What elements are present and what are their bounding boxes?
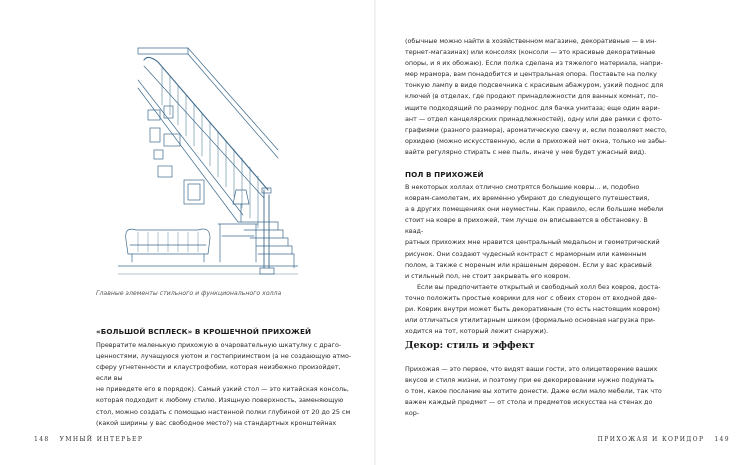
text-line: ратных прихожих мне нравится центральный медальон и геометрический	[405, 238, 660, 247]
text-line: полом, а также с мореным или крашеным деревом. Если у вас красивый	[405, 260, 652, 269]
body-text	[405, 182, 667, 337]
text-line: опоры, и я их обожаю). Если полка сделана из тяжелого материала, напри-	[405, 59, 663, 68]
text-line: ключей (в отделах, где продают принадлежности для ванных комнат, по-	[405, 92, 659, 101]
page-number: 148	[34, 436, 50, 443]
text-line: коврам-самолетам, их временно убирают до следующего путешествия,	[405, 194, 650, 203]
text-line: В некоторых холлах отлично смотрятся большие ковры... и, подобно	[405, 183, 640, 191]
text-line: Прихожая — это первое, что видят ваши гости, это олицетворение ваших	[405, 365, 658, 373]
text-line: ищите подходящий по размеру поднос для бачка унитаза; еще один вари-	[405, 103, 660, 112]
text-line: точно положить простые коврики для ног с обеих сторон от входной две-	[405, 293, 657, 302]
text-line: орхидею (можно искусственную, если в прихожей нет окна, только не забы-	[405, 136, 667, 145]
body-text	[96, 340, 358, 429]
text-line: и стильный пол, не стоит закрывать его ковром.	[405, 271, 571, 280]
text-line: вайте регулярно стирать с нее пыль, иначе у нее будет ужасный вид).	[405, 147, 647, 156]
page-number: 149	[714, 436, 730, 443]
text-line: сферу угнетенности и клаустрофобии, которая неизбежно произойдет, если вы	[96, 363, 341, 383]
text-line: важен каждый предмет — от стола и предметов искусства на стенах до кор-	[405, 398, 653, 418]
body-text	[405, 364, 667, 419]
text-line: ходится на тот, который лежит снаружи).	[405, 327, 549, 336]
text-line: рисунок. Они создают чудесный контраст с мраморным или каменным	[405, 249, 647, 258]
body-text	[405, 36, 667, 158]
text-line: тонкую лампу в виде подсвечника с красивым абажуром, узкий поднос для	[405, 81, 664, 90]
text-line: (обычные можно найти в хозяйственном магазине, декоративные — в ин-	[405, 37, 657, 45]
staircase-illustration	[118, 40, 298, 285]
running-title: УМНЫЙ ИНТЕРЬЕР	[59, 436, 144, 443]
text-line: не приведете его в порядок). Самый узкий стол — это китайская консоль,	[96, 385, 349, 394]
running-title: ПРИХОЖАЯ И КОРИДОР	[597, 436, 705, 443]
section-heading: «БОЛЬШОЙ ВСПЛЕСК» В КРОШЕЧНОЙ ПРИХОЖЕЙ	[96, 327, 312, 336]
text-line: или отличаться утилитарным шиком (формально основная нагрузка при-	[405, 316, 656, 325]
text-line: графиями (разного размера), ароматическую свечу и, если позволяет место,	[405, 125, 667, 134]
text-line: ант — отдел канцелярских принадлежностей), одну или две рамки с фото-	[405, 114, 663, 123]
section-heading: ПОЛ В ПРИХОЖЕЙ	[405, 170, 484, 179]
text-line: ри. Коврик внутри может быть декоративным (то есть настоящим ковром)	[405, 305, 660, 314]
folio-left	[34, 436, 143, 443]
right-page	[375, 0, 750, 465]
text-line: Превратите маленькую прихожую в очаровательную шкатулку с драго-	[96, 341, 342, 349]
text-line: стоит на ковре в прихожей, тем лучше он вписывается в обстановку. В квад-	[405, 216, 648, 236]
text-line: вкусов и стиля жизни, и поэтому при ее декорировании нужно подумать	[405, 376, 655, 385]
text-line: мер мрамора, вам понадобится и центральная опора. Поставьте на полку	[405, 70, 657, 79]
illustration-caption: Главные элементы стильного и функционального холла	[96, 290, 282, 297]
text-line: тернет-магазинах) или консолях (консоли — это красивые декоративные	[405, 48, 656, 57]
text-line: стол, можно создать с помощью настенной полки глубиной от 20 до 25 см	[96, 407, 351, 416]
section-title: Декор: стиль и эффект	[405, 340, 535, 351]
text-line: ценностями, лучащуюся уютом и гостеприимством (а не создающую атмо-	[96, 352, 352, 361]
text-line: о том, какое послание вы хотите донести. Даже если мало мебели, так что	[405, 387, 662, 396]
text-line: а в других помещениях они неуместны. Как правило, если большие мебели	[405, 205, 664, 214]
text-line: (какой ширины у вас свободное место?) на стандартных кронштейнах	[96, 418, 337, 427]
folio-right	[598, 436, 730, 443]
text-line: которая подходит к любому стилю. Изящную поверхность, заменяющую	[96, 396, 344, 405]
text-line: Если вы предпочитаете открытый и свободный холл без ковров, доста-	[417, 282, 661, 291]
